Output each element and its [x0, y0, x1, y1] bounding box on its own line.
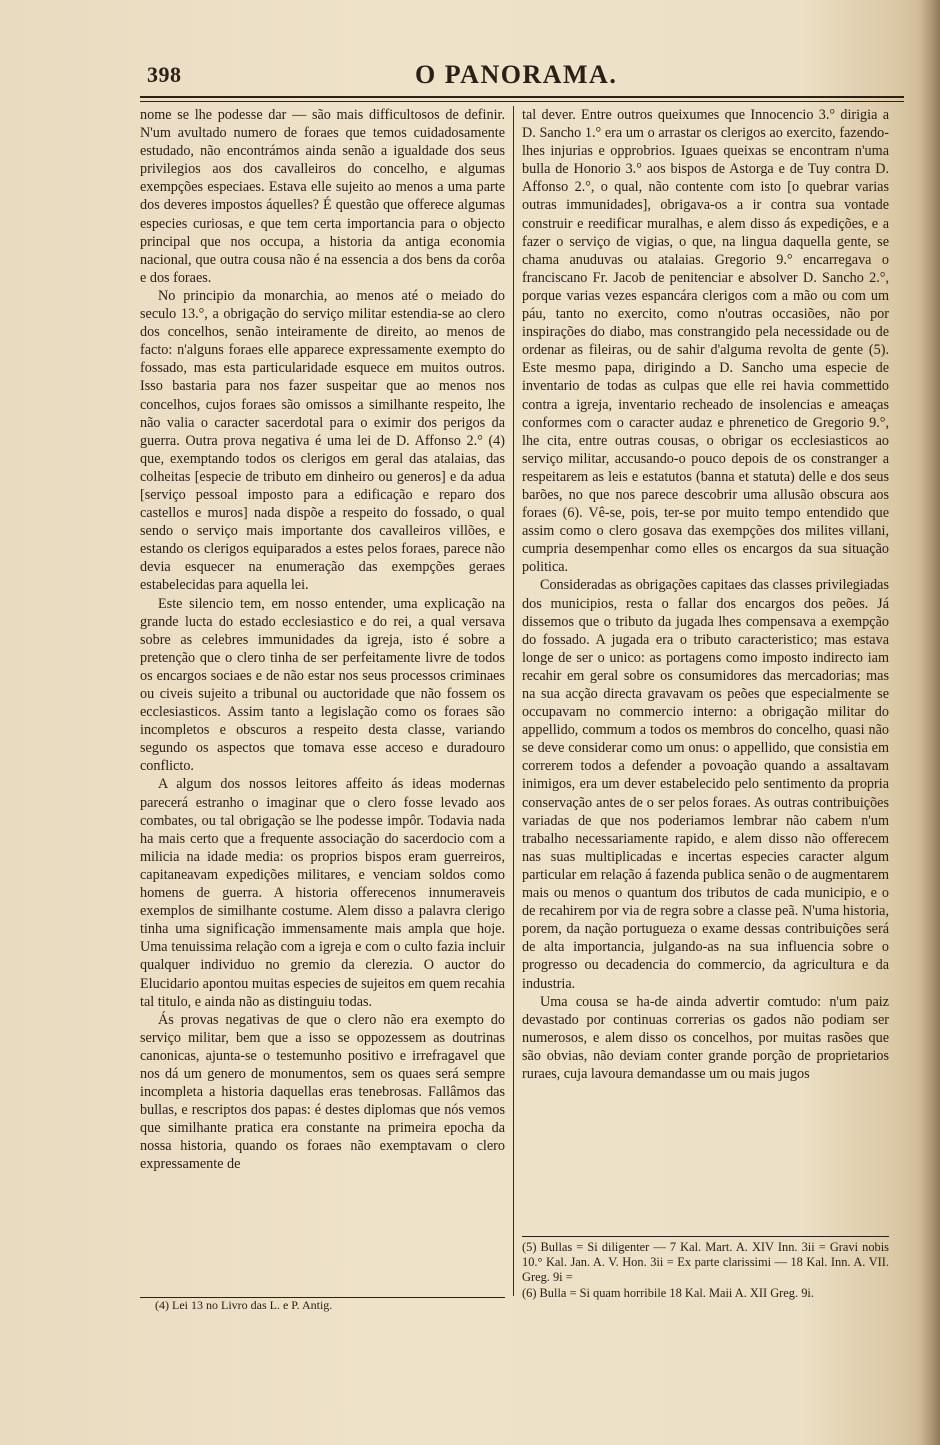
footnote-rule-right	[522, 1236, 889, 1237]
column-divider	[513, 106, 514, 1296]
paragraph: nome se lhe podesse dar — são mais difficultosos de definir. N'um avultado numero de foraes que temos cuidadosamente estudado, não encontrámos ainda senão a igualdade dos seus privilegios aos dos cavalleiros do concelho, e algumas exempções especiaes. Estava elle sujeito ao menos a uma parte dos deveres impostos áquelles? É questão que offerece algumas especies curiosas, e que tem certa importancia para o objecto principal que nos occupa, a historia da antiga economia nacional, que outra cousa não é na essencia a dos bens da corôa e dos foraes.	[140, 107, 505, 286]
header-rule	[140, 96, 904, 102]
footnote-5: (5) Bullas = Si diligenter — 7 Kal. Mart. A. XIV Inn. 3ii = Gravi nobis 10.° Kal. Jan. A. V. Hon. 3ii = Ex parte clarissimi — 18 Kal. Inn. A. VII. Greg. 9i =	[522, 1240, 889, 1285]
paragraph: A algum dos nossos leitores affeito ás ideas modernas parecerá estranho o imaginar que o clero fosse levado aos combates, ou tal obrigação se lhe podesse impôr. Todavia nada ha mais certo que a frequente associação do sacerdocio com a milicia na idade media: os proprios bispos eram guerreiros, capitaneavam expedições militares, e venciam soldos como homens de guerra. A historia offerecenos innumeraveis exemplos de similhante costume. Alem disso a palavra clerigo tinha uma significação immensamente mais ampla que hoje. Uma tenuissima relação com a igreja e com o culto fazia incluir qualquer individuo no gremio da clerezia. O auctor do Elucidario apontou muitas especies de sujeitos em quem recahia tal titulo, e ainda não as distinguiu todas.	[140, 776, 505, 1010]
paragraph: Uma cousa se ha-de ainda advertir comtudo: n'um paiz devastado por continuas correrias os gados não podiam ser numerosos, e alem disso os concelhos, por muitas rasões que são obvias, não deviam conter grande porção de proprietarios ruraes, cuja lavoura demandasse um ou mais jugos	[522, 993, 889, 1082]
footnotes-right	[522, 1240, 889, 1301]
footnote-6: (6) Bulla = Si quam horribile 18 Kal. Maii A. XII Greg. 9i.	[522, 1285, 814, 1300]
page-header	[140, 60, 900, 96]
paragraph: Consideradas as obrigações capitaes das classes privilegiadas dos municipios, resta o fallar dos encargos dos peões. Já dissemos que o tributo da jugada lhes compensava a exempção do fossado. A jugada era o tributo caracteristico; mas estava longe de ser o unico: as portagens como imposto indirecto iam recahir em geral sobre os consumidores das mercadorias; mas na sua acção directa gravavam os peões que especialmente se occupavam no commercio interno: a obrigação militar do appellido, commum a todos os membros do concelho, quasi não se deve considerar como um onus: o appellido, que consistia em correrem todos a defender a povoação quando a assaltavam inimigos, era um dever estabelecido pelo sentimento da propria conservação antes de o ser pelos foraes. As outras contribuições variadas de que nos poderiamos lembrar não cabem n'um trabalho necessariamente rapido, e alem disso não offerecem nas suas multiplicadas e incertas especies caracter algum particular em relação á fazenda publica senão o de augmentarem mais ou menos o quantum dos tributos de cada municipio, e o de recahirem por via de regra sobre a classe peã. N'uma historia, porem, da nação portugueza o exame dessas contribuições será de alta importancia, julgando-as na sua influencia sobre o progresso ou decadencia do commercio, da agricultura e da industria.	[522, 577, 889, 992]
paragraph: No principio da monarchia, ao menos até o meiado do seculo 13.°, a obrigação do serviço militar estendia-se ao clero dos concelhos, senão inteiramente de direito, ao menos de facto: n'alguns foraes elle apparece expressamente exempto do fossado, mas esta particularidade esquece em muitos outros. Isso bastaria para nos fazer suspeitar que ao menos nos concelhos, cujos foraes são omissos a similhante respeito, lhe não valia o caracter sacerdotal para o eximir dos perigos da guerra. Outra prova negativa é uma lei de D. Affonso 2.° (4) que, exemptando todos os clerigos em geral das atalaias, das colheitas [especie de tributo em dinheiro ou generos] e da adua [serviço pessoal imposto para a edificação e reparo dos castellos e muros] nada dispõe a respeito do fossado, o qual sendo o serviço mais importante dos cavalleiros villões, e estando os clerigos equiparados a estes pelos foraes, parece não devia esquecer na enumeração das exempções geraes estabelecidas para aquella lei.	[140, 287, 505, 594]
page-number: 398	[147, 62, 182, 87]
footnote-4: (4) Lei 13 no Livro das L. e P. Antig.	[155, 1298, 333, 1312]
page-edge-shadow	[918, 0, 940, 1445]
paragraph: tal dever. Entre outros queixumes que Innocencio 3.° dirigia a D. Sancho 1.° era um o arrastar os clerigos ao exercito, fazendo-lhes injurias e opprobrios. Iguaes queixas se encontram n'uma bulla de Honorio 3.° aos bispos de Astorga e de Tuy contra D. Affonso 2.°, o qual, não contente com isto [o quebrar varias outras immunidades], obrigava-os a ir contra sua vontade construir e reedificar muralhas, e alem disso ás expedições, e a fazer o serviço de vigias, o que, na lingua daquella gente, se chama anuduvas ou atalaias. Gregorio 9.° encarregava o franciscano Fr. Jacob de penitenciar e absolver D. Sancho 2.°, porque varias vezes espancára clerigos com a mão ou com um páu, tanto no exercito, como n'outras occasiões, não por inspirações do diabo, mas constrangido pela necessidade ou de ordenar as fileiras, ou de sahir d'alguma revolta de gente (5). Este mesmo papa, dirigindo a D. Sancho uma especie de inventario de todas as culpas que elle rei havia commettido contra a igreja, inventario recheado de insolencias e ameaças conformes com o caracter audaz e phrenetico de Gregorio 9.°, lhe cita, entre outras cousas, o obrigar os ecclesiasticos ao serviço militar, accusando-o pouco depois de os constranger a respeitarem as leis e estatutos (banna et statuta) delle e dos seus barões, no que nos parece descobrir uma allusão obscura aos foraes (6). Vê-se, pois, ter-se por muito tempo entendido que assim como o clero gosava das exempções dos milites villani, cumpria desempenhar como elles os encargos da sua situação politica.	[522, 107, 889, 576]
paragraph: Este silencio tem, em nosso entender, uma explicação na grande lucta do estado ecclesiastico e do rei, a qual versava sobre as celebres immunidades da igreja, isto é sobre a pretenção que o clero tinha de ser perfeitamente livre de todos os encargos sociaes e de não estar nos seus processos criminaes ou civeis sujeito a tribunal ou auctoridade que não fossem os ecclesiasticos. Assim tanto a legislação como os foraes são incompletos e obscuros a respeito desta classe, variando segundo os aspectos que tomava esse acceso e duradouro conflicto.	[140, 595, 505, 775]
left-column	[140, 106, 505, 1174]
paragraph: Ás provas negativas de que o clero não era exempto do serviço militar, bem que a isso se oppozessem as doutrinas canonicas, ajunta-se o testemunho positivo e irrefragavel que nos dá um genero de monumentos, sem os quaes será sempre incompleta a historia daquellas eras tenebrosas. Fallâmos das bullas, e rescriptos dos papas: é destes diplomas que nós vemos que similhante pratica era constante na primeira epocha da nossa historia, quando os foraes não exemptavam o clero expressamente de	[140, 1011, 505, 1173]
right-column	[522, 106, 889, 1083]
journal-title: O PANORAMA.	[415, 60, 618, 89]
